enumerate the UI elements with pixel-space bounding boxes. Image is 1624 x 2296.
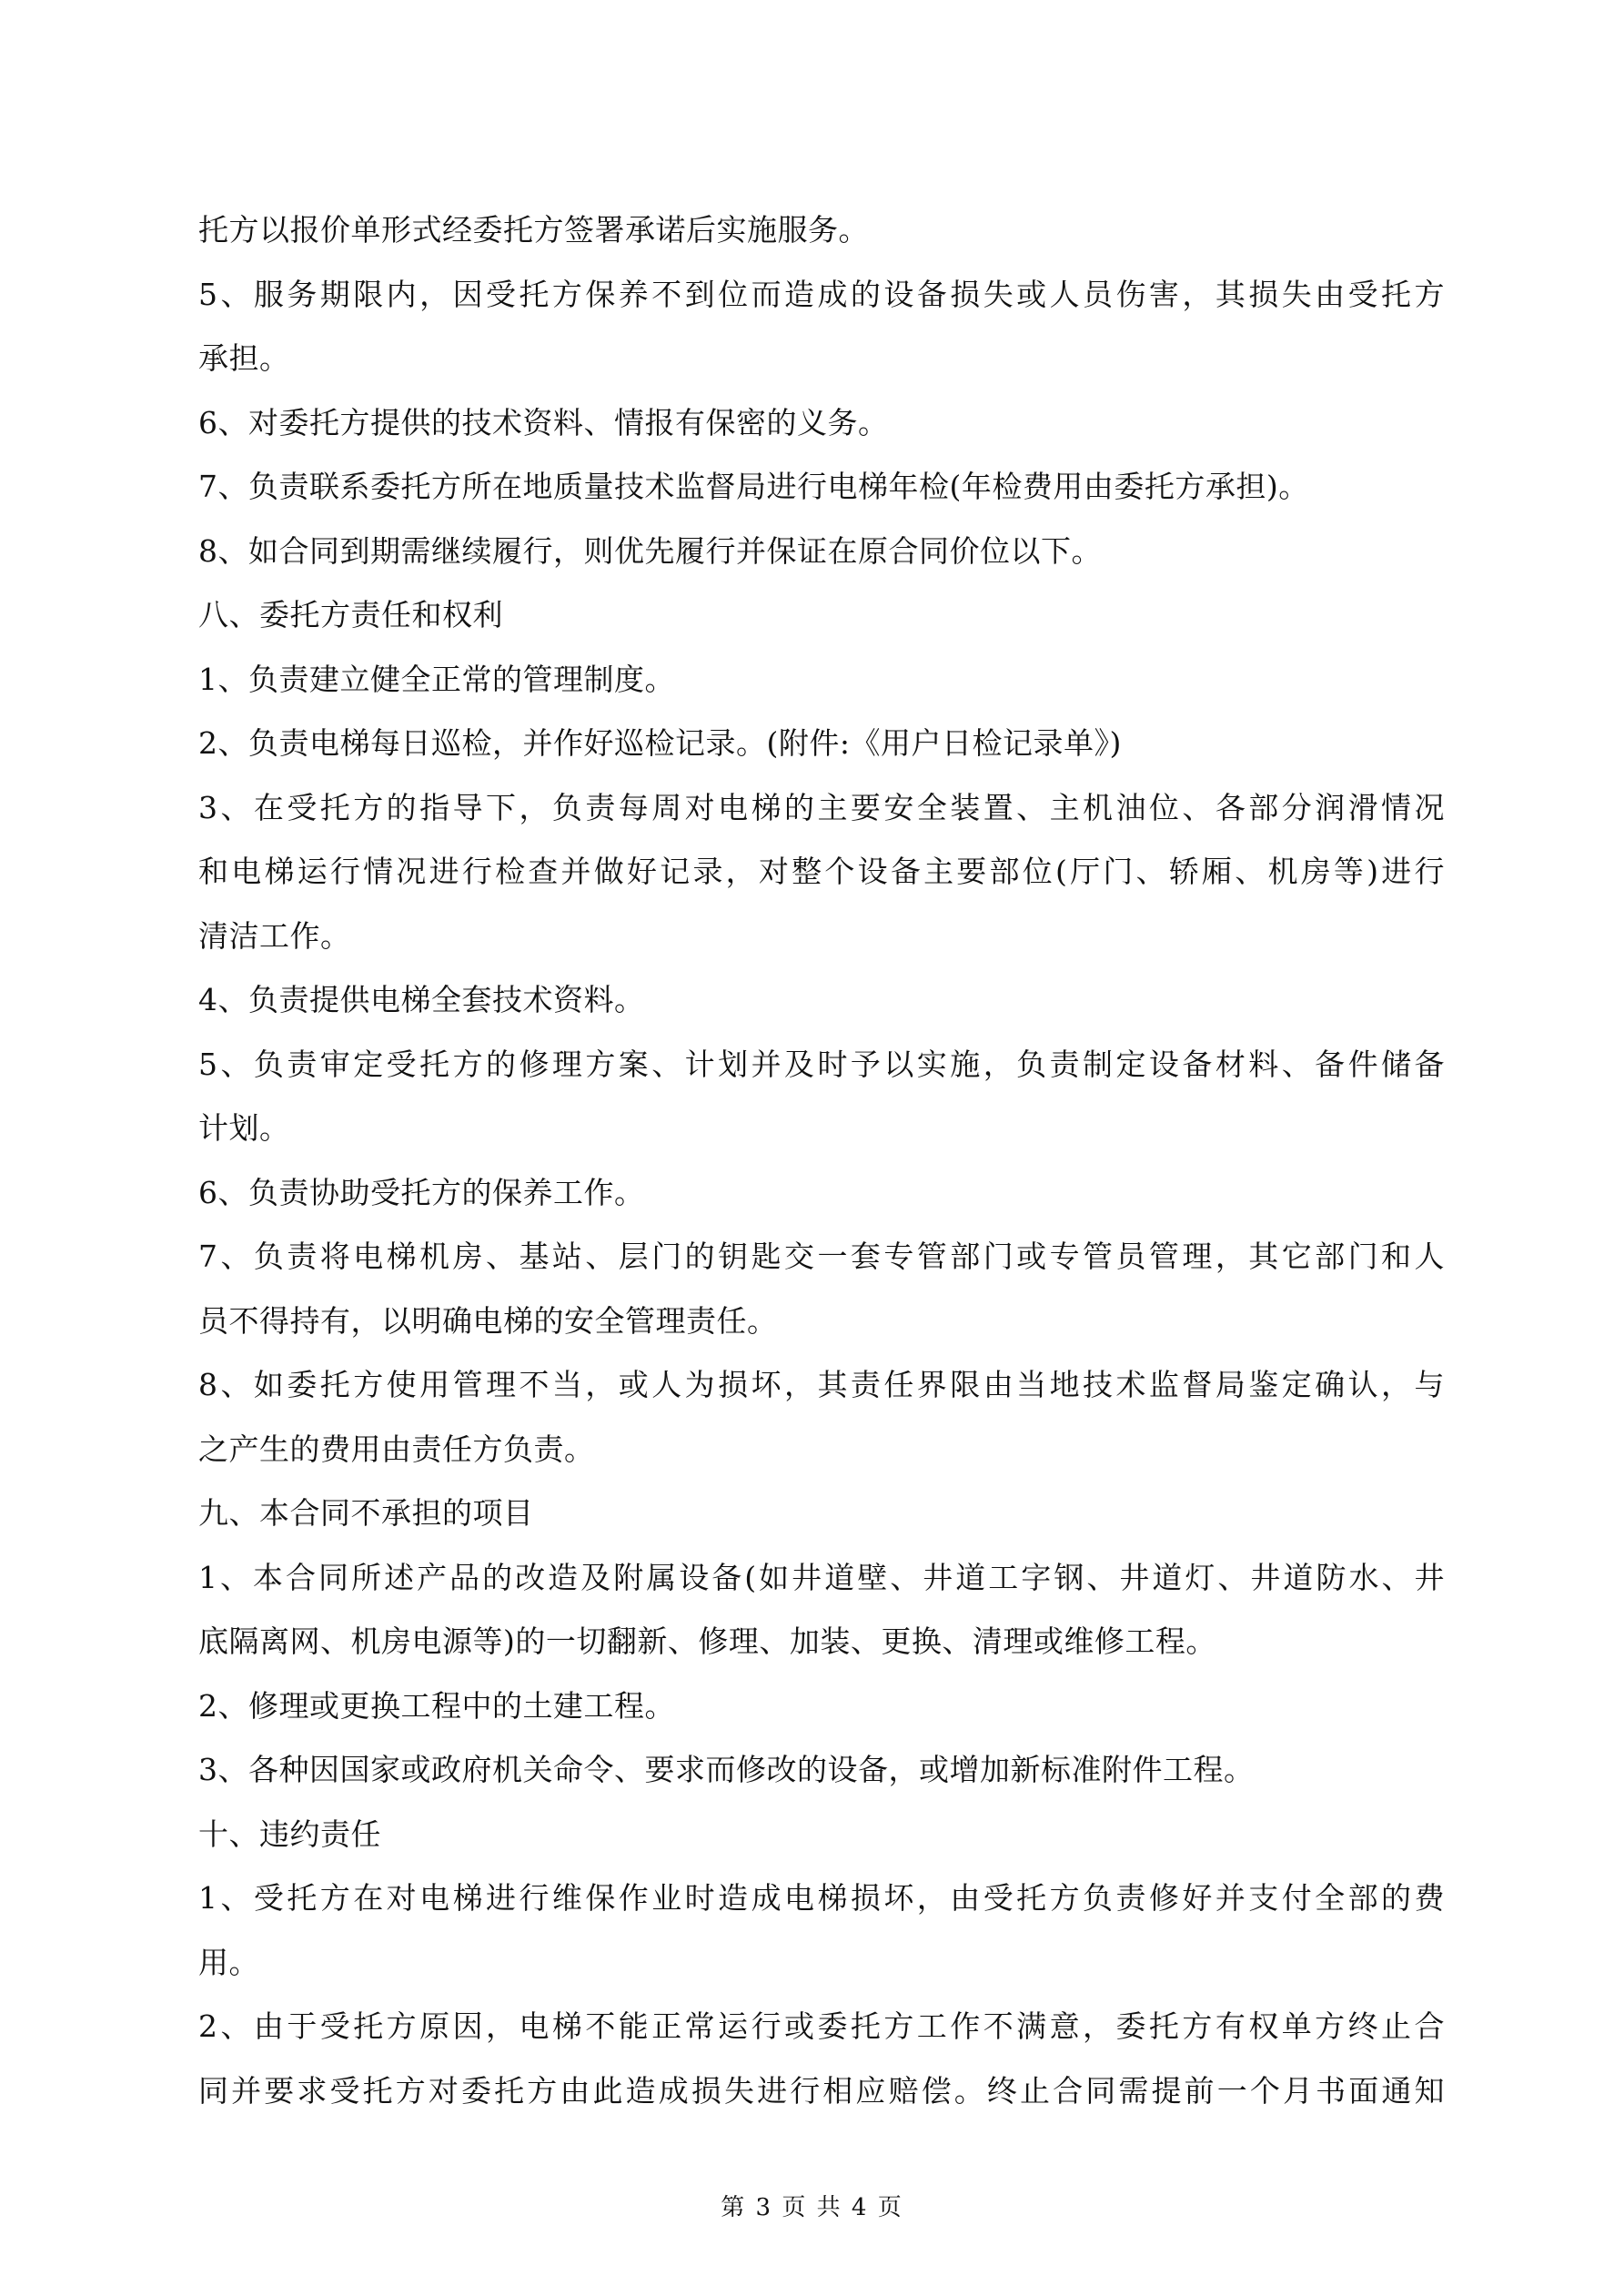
text-line: 同并要求受托方对委托方由此造成损失进行相应赔偿。终止合同需提前一个月书面通知 [198, 2072, 1445, 2109]
text-line: 3、各种因国家或政府机关命令、要求而修改的设备，或增加新标准附件工程。 [198, 1752, 1255, 1787]
text-line: 2、由于受托方原因，电梯不能正常运行或委托方工作不满意，委托方有权单方终止合 [198, 2008, 1445, 2044]
text-line: 清洁工作。 [198, 917, 351, 954]
text-line: 和电梯运行情况进行检查并做好记录，对整个设备主要部位(厅门、轿厢、机房等)进行 [198, 854, 1445, 889]
text-line: 6、负责协助受托方的保养工作。 [198, 1174, 645, 1210]
text-line: 计划。 [198, 1110, 290, 1146]
text-line: 托方以报价单形式经委托方签署承诺后实施服务。 [198, 212, 869, 248]
text-line: 员不得持有，以明确电梯的安全管理责任。 [198, 1302, 778, 1339]
text-line: 十、违约责任 [198, 1816, 381, 1852]
text-line: 1、受托方在对电梯进行维保作业时造成电梯损坏，由受托方负责修好并支付全部的费 [198, 1880, 1445, 1916]
text-line: 7、负责联系委托方所在地质量技术监督局进行电梯年检(年检费用由委托方承担)。 [198, 469, 1309, 504]
text-line: 5、负责审定受托方的修理方案、计划并及时予以实施，负责制定设备材料、备件储备 [198, 1046, 1445, 1082]
text-line: 3、在受托方的指导下，负责每周对电梯的主要安全装置、主机油位、各部分润滑情况 [198, 789, 1445, 825]
text-line: 1、负责建立健全正常的管理制度。 [198, 661, 675, 697]
page-footer: 第 3 页 共 4 页 [721, 2194, 903, 2221]
text-line: 之产生的费用由责任方负责。 [198, 1431, 595, 1467]
text-line: 5、服务期限内，因受托方保养不到位而造成的设备损失或人员伤害，其损失由受托方 [198, 276, 1445, 312]
text-line: 底隔离网、机房电源等)的一切翻新、修理、加装、更换、清理或维修工程。 [198, 1623, 1216, 1659]
text-line: 2、修理或更换工程中的土建工程。 [198, 1687, 675, 1724]
text-line: 8、如合同到期需继续履行，则优先履行并保证在原合同价位以下。 [198, 532, 1102, 569]
text-line: 用。 [198, 1944, 259, 1980]
text-line: 承担。 [198, 340, 290, 376]
text-line: 八、委托方责任和权利 [198, 597, 503, 632]
text-line: 6、对委托方提供的技术资料、情报有保密的义务。 [198, 404, 889, 440]
text-line: 7、负责将电梯机房、基站、层门的钥匙交一套专管部门或专管员管理，其它部门和人 [198, 1239, 1445, 1274]
text-line: 九、本合同不承担的项目 [198, 1495, 534, 1531]
text-line: 8、如委托方使用管理不当，或人为损坏，其责任界限由当地技术监督局鉴定确认，与 [198, 1367, 1445, 1402]
text-line: 4、负责提供电梯全套技术资料。 [198, 982, 645, 1017]
document-body [198, 198, 1445, 2123]
text-line: 2、负责电梯每日巡检，并作好巡检记录。(附件:《用户日检记录单》) [198, 725, 1122, 761]
text-line: 1、本合同所述产品的改造及附属设备(如井道壁、井道工字钢、井道灯、井道防水、井 [198, 1559, 1445, 1595]
